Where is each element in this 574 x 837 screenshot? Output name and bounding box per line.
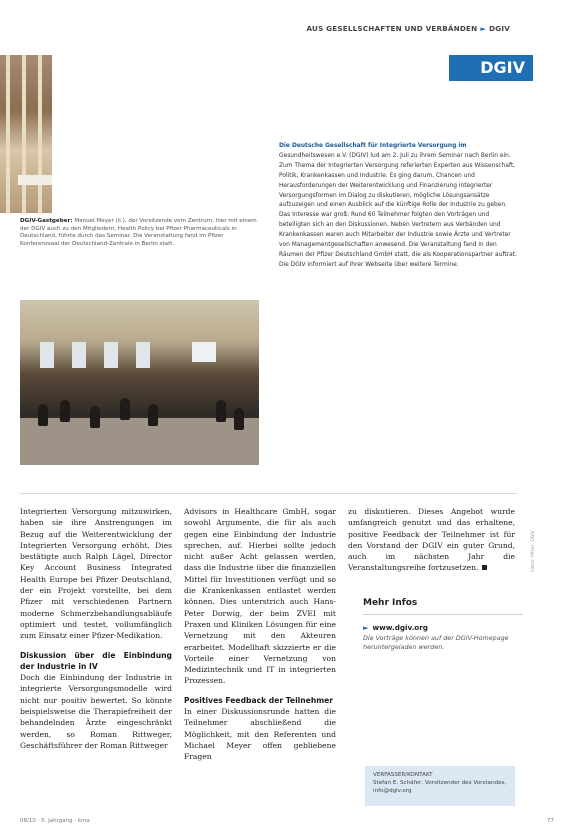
section-header [307, 24, 511, 33]
article-column-1 [20, 506, 172, 751]
photo-caption [20, 218, 260, 248]
arrow-right-icon: ► [363, 623, 369, 632]
photo-detail-person [216, 400, 226, 422]
photo-detail-person [120, 398, 130, 420]
photo-detail-tables [20, 418, 259, 465]
contact-details: Stefan E. Schäfer, Vorsitzender des Vorstandes, info@dgiv.org [373, 780, 507, 794]
contact-box [365, 766, 515, 806]
photo-credit: Fotos: Pfizer, DGIV [531, 530, 536, 572]
page-number: 77 [547, 818, 554, 824]
subheading: Positives Feedback der Teilnehmer [184, 695, 334, 705]
photo-detail-column [6, 55, 10, 213]
photo-detail-window [72, 342, 86, 368]
caption-lead: DGIV-Gastgeber: [20, 218, 73, 224]
more-info-title: Mehr Infos [363, 598, 523, 615]
page-footer [20, 818, 554, 824]
photo-detail-column [22, 55, 26, 213]
subheading: Diskussion über die Einbindung der Industrie in IV [20, 650, 172, 671]
dgiv-label-box: DGIV [449, 55, 533, 81]
caption-text: Manuel Meyer (li.), der Vorsitzende vom Zentrum, hier mit einem der DGIV auch zu den Mitgliedern, Health Policy bei Pfizer Pharmaceuticals in Deutschland, führte durch das Seminar. Die Veranstaltung fand im Pfizer Konferenzsaal der Deutschland-Zentrale in Berlin statt. [20, 218, 257, 247]
intro-first-line: Die Deutsche Gesellschaft für Integrierte Versorgung im [279, 143, 467, 149]
paragraph: Integrierten Versorgung mitzuwirken, haben sie ihre Anstrengungen im Bezug auf die Weiterentwicklung der Integrierten Versorgung erhöht. Dies bestätigte auch Ralph Lägel, Director Key Account Business Integrated Health Europe bei Pfizer Deutschland, der ein Projekt vorstellte, bei dem Pfizer mit verschiedenen Partnern moderne Schmerzbehandlungsabläufe optimiert und testet, vollumfänglich zum Einsatz einer Pfizer-Medikation. [20, 507, 172, 641]
section-tag: DGIV [489, 24, 510, 33]
more-info-box [363, 598, 523, 652]
photo-detail-window [40, 342, 54, 368]
photo-detail-person [90, 406, 100, 428]
photo-detail-person [38, 404, 48, 426]
intro-text [279, 142, 520, 271]
paragraph: Doch die Einbindung der Industrie in integrierte Versorgungsmodelle wird nicht nur positiv bewertet. So könnte beispielsweise die Therapiefreiheit der behandelnden Ärzte eingeschränkt werden, so Roman Rittweger, Geschäftsführer der Roman Rittweger [20, 673, 172, 750]
paragraph [348, 506, 515, 574]
photo-conference-hall [0, 55, 52, 213]
paragraph-text: zu diskutieren. Dieses Angebot wurde umfangreich genutzt und das erhaltene, positive Feedback der Teilnehmer ist für den Vorstand der DGIV ein guter Grund, auch im nächsten Jahr die Veranstaltungsreihe fortzusetzen. [348, 507, 515, 573]
photo-detail-person [234, 408, 244, 430]
contact-label: VERFASSER/KONTAKT [373, 772, 433, 778]
paragraph: Advisors in Healthcare GmbH, sogar sowohl Argumente, die für als auch gegen eine Einbindung der Industrie sprechen, auf. Hierbei sollte jedoch nicht außer Acht gelassen werden, dass die Industrie über die finanziellen Mittel für Investitionen verfügt und so die Krankenkassen entlastet werden können. Dies unterstrich auch Hans-Peter Dorwig, der beim ZVEI mit Praxen und Kliniken Lösungen für eine Vernetzung mit den Akteuren erarbeitet. Modellhaft skizzierte er die Vorteile einer Vernetzung von Medizintechnik und IT in integrierten Prozessen. [184, 507, 336, 686]
photo-detail-person [148, 404, 158, 426]
article-column-3 [348, 506, 515, 574]
end-of-article-icon [482, 565, 487, 570]
footer-issue: 08/10 · 5. Jahrgang · kma [20, 818, 90, 824]
photo-detail-person [60, 400, 70, 422]
intro-body: Gesundheitswesen e.V. (DGIV) lud am 2. Juli zu ihrem Seminar nach Berlin ein. Zum Thema der Integrierten Versorgung referierten Experten aus Wissenschaft, Politik, Krankenkassen und Industrie. Es ging darum, Chancen und Herausforderungen der Weiterentwicklung und Finanzierung integrierter Versorgungsformen im Dialog zu diskutieren, mögliche Lösungsansätze aufzuzeigen und einen Ausblick auf die künftige Rolle der Industrie zu geben. Das Interesse war groß: Rund 60 Teilnehmer folgten den Vorträgen und beteiligten sich an den Diskussionen. Neben Vertretern aus Verbänden und Krankenkassen waren auch Mitarbeiter der Industrie sowie Ärzte und Vertreter von Managementgesellschaften anwesend. Die Veranstaltung fand in den Räumen der Pfizer Deutschland GmbH statt, die als Kooperationspartner auftrat. Die DGIV informiert auf ihrer Webseite über weitere Termine. [279, 152, 517, 268]
photo-detail-column [38, 55, 42, 213]
paragraph: In einer Diskussionsrunde hatten die Teilnehmer abschließend die Möglichkeit, mit den Referenten und Michael Meyer offen gebliebene Fragen [184, 707, 336, 762]
photo-seminar-room [20, 300, 259, 465]
photo-detail-window [136, 342, 150, 368]
divider [20, 493, 517, 494]
more-info-link[interactable] [363, 623, 523, 632]
photo-detail-table [18, 175, 52, 185]
more-info-description: Die Vorträge können auf der DGIV-Homepage heruntergeladen werden. [363, 634, 509, 651]
more-info-url[interactable]: www.dgiv.org [372, 623, 428, 632]
photo-detail-screen [192, 342, 216, 362]
article-column-2 [184, 506, 336, 763]
arrow-right-icon: ► [480, 24, 487, 33]
section-title: AUS GESELLSCHAFTEN UND VERBÄNDEN [306, 24, 478, 33]
photo-detail-window [104, 342, 118, 368]
